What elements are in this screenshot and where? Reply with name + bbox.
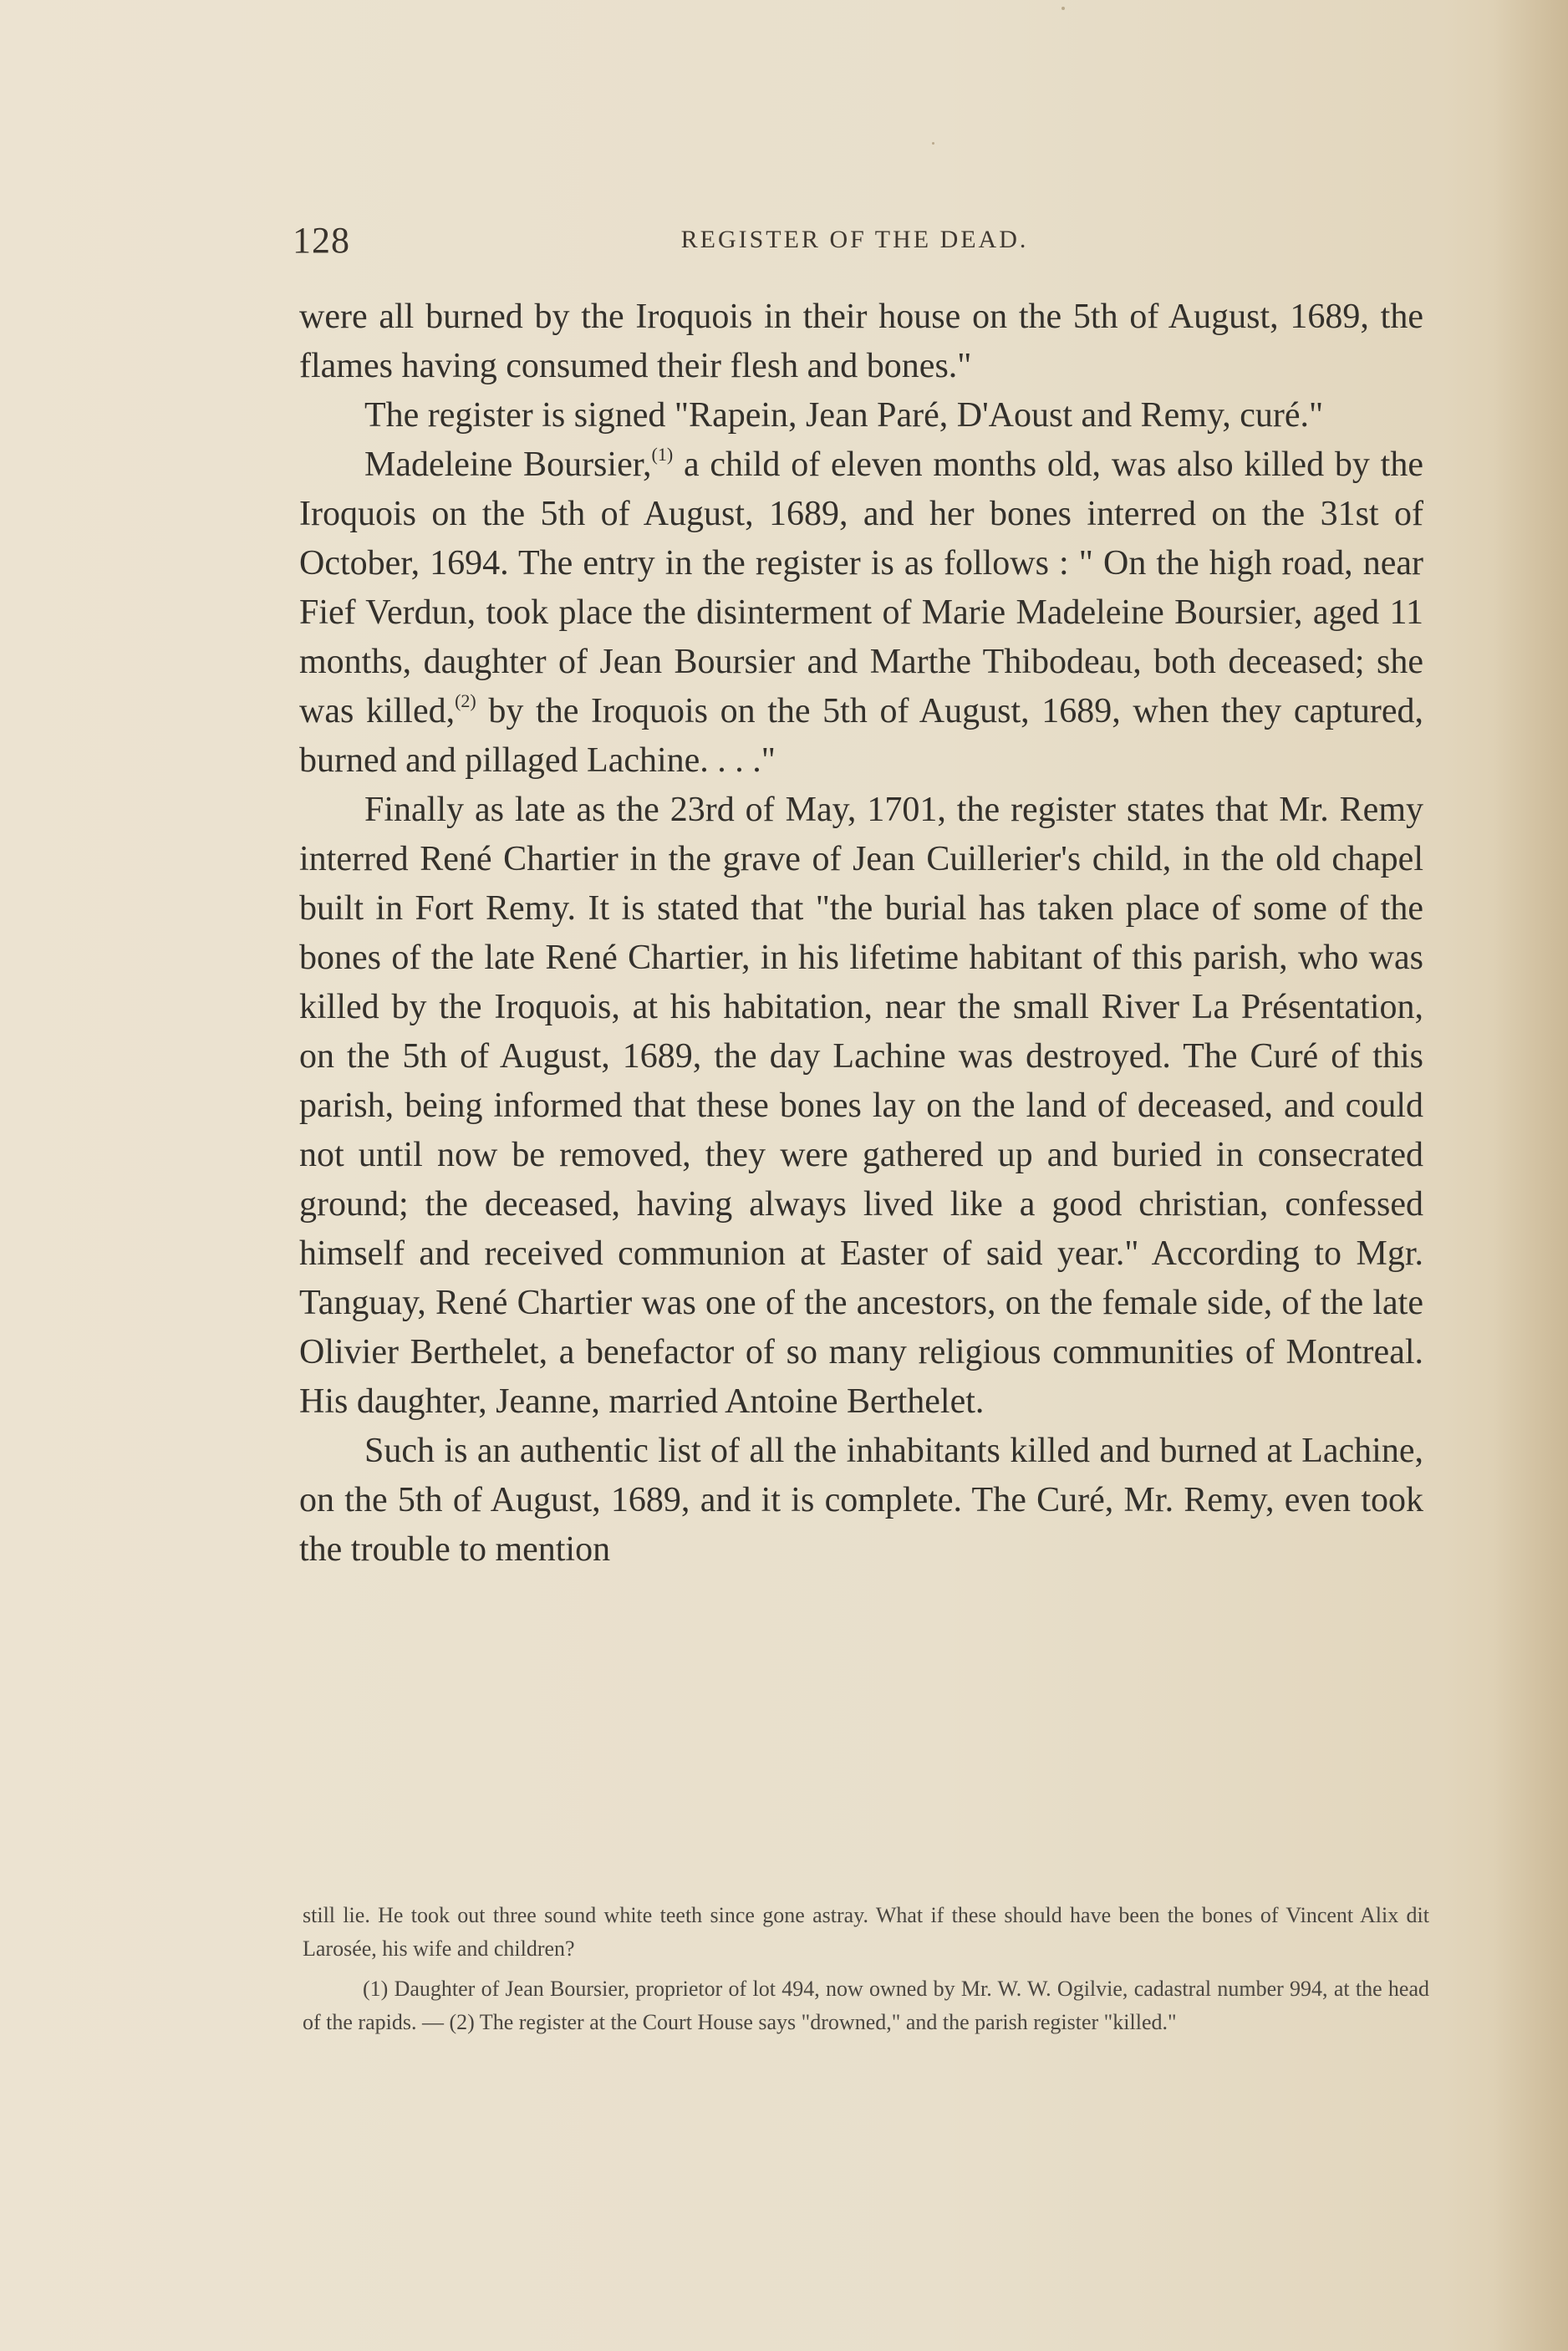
paragraph-text: The register is signed "Rapein, Jean Paré, D'Aoust and Remy, curé.": [364, 396, 1324, 435]
paper-speck: [1061, 7, 1065, 10]
paragraph-authentic-list: [299, 1427, 1423, 1575]
paragraph-continuation: [299, 293, 1423, 391]
page-number: 128: [293, 220, 350, 261]
footnotes: [303, 1899, 1429, 2039]
paragraph-text: Madeleine Boursier,: [364, 445, 652, 484]
body-text: [299, 293, 1423, 1575]
paragraph-text: by the Iroquois on the 5th of August, 1689, when they captured, burned and pillaged Lachine. . . .": [299, 692, 1424, 780]
footnote-reference-1: (1): [651, 444, 674, 465]
paragraph-rene-chartier: [299, 786, 1423, 1427]
footnote-continuation: still lie. He took out three sound white teeth since gone astray. What if these should have been the bones of Vincent Alix dit Larosée, his wife and children?: [303, 1903, 1429, 1961]
paragraph-text: were all burned by the Iroquois in their house on the 5th of August, 1689, the flames having consumed their flesh and bones.": [299, 298, 1423, 385]
page-edge-shadow: [1493, 0, 1568, 2351]
paper-speck: [932, 142, 934, 145]
running-head: [293, 219, 1417, 269]
paragraph-madeleine-boursier: [299, 440, 1423, 786]
footnote-reference-2: (2): [455, 690, 476, 711]
paragraph-register-signature: [299, 391, 1423, 440]
paragraph-text: a child of eleven months old, was also killed by the Iroquois on the 5th of August, 1689, and her bones interred on the 31st of October, 1694. The entry in the register is as follows : " On the high road, near Fief Verdun, took place the disinterment of Marie Madeleine Boursier, aged 11 months, daughter of Jean Boursier and Marthe Thibodeau, both deceased; she was killed,: [299, 445, 1423, 730]
footnote-1-2: (1) Daughter of Jean Boursier, proprietor of lot 494, now owned by Mr. W. W. Ogilvie, cadastral number 994, at the head of the rapids. — (2) The register at the Court House says "drowned," and the parish register "killed.": [303, 1977, 1429, 2034]
paragraph-text: Such is an authentic list of all the inhabitants killed and burned at Lachine, on the 5th of August, 1689, and it is complete. The Curé, Mr. Remy, even took the trouble to mention: [299, 1432, 1423, 1569]
running-title: REGISTER OF THE DEAD.: [680, 226, 1029, 253]
paragraph-text: Finally as late as the 23rd of May, 1701, the register states that Mr. Remy interred René Chartier in the grave of Jean Cuillerier's child, in the old chapel built in Fort Remy. It is stated that "the burial has taken place of some of the bones of the late René Chartier, in his lifetime habitant of this parish, who was killed by the Iroquois, at his habitation, near the small River La Présentation, on the 5th of August, 1689, the day Lachine was destroyed. The Curé of this parish, being informed that these bones lay on the land of deceased, and could not until now be removed, they were gathered up and buried in consecrated ground; the deceased, having always lived like a good christian, confessed himself and received communion at Easter of said year." According to Mgr. Tanguay, René Chartier was one of the ancestors, on the female side, of the late Olivier Berthelet, a benefactor of so many religious communities of Montreal. His daughter, Jeanne, married Antoine Berthelet.: [299, 791, 1423, 1421]
